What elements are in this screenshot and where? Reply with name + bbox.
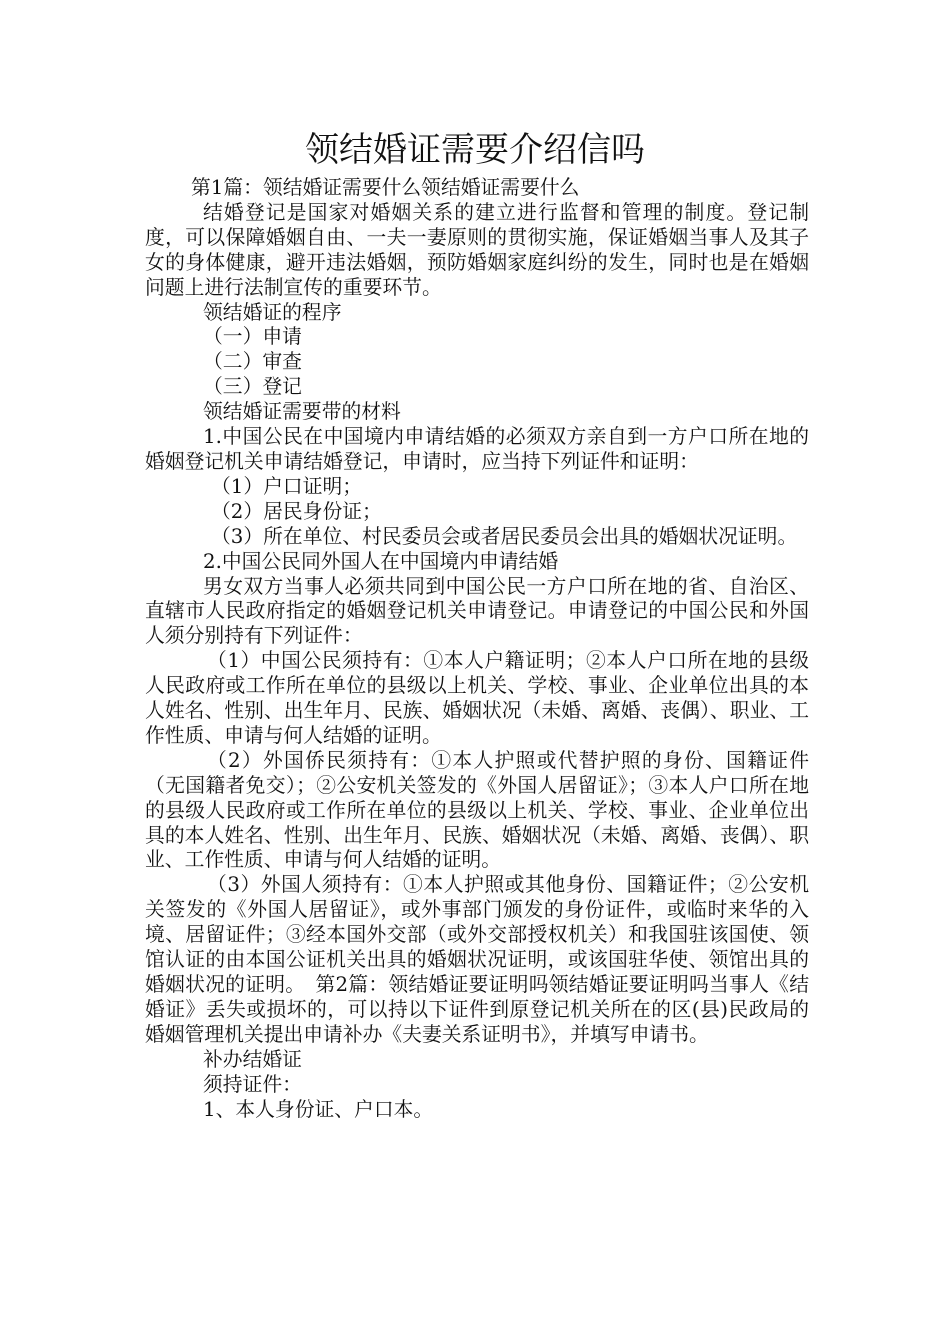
paragraph: （2）外国侨民须持有：①本人护照或代替护照的身份、国籍证件（无国籍者免交）；②公安机关签发的《外国人居留证》；③本人户口所在地的县级人民政府或工作所在单位的县级以上机关、学校、事业、企业单位出具的本人姓名、性别、出生年月、民族、婚姻状况（未婚、离婚、丧偶）、职业、工作性质、申请与何人结婚的证明。 xyxy=(145,748,809,872)
paragraph: （1）户口证明； xyxy=(211,474,363,498)
paragraph: （一）申请 xyxy=(203,325,302,349)
paragraph: （3）外国人须持有：①本人护照或其他身份、国籍证件；②公安机关签发的《外国人居留证》，或外事部门颁发的身份证件，或临时来华的入境、居留证件；③经本国外交部（或外交部授权机关）和我国驻该国使、领馆认证的由本国公证机关出具的婚姻状况证明，或该国驻华使、领馆出具的婚姻状况的证明。 第2篇：领结婚证要证明吗领结婚证要证明吗当事人《结婚证》丢失或损坏的，可以持以下证件到原登记机关所在的区(县)民政局的婚姻管理机关提出申请补办《夫妻关系证明书》，并填写申请书。 xyxy=(145,873,809,1046)
document-title: 领结婚证需要介绍信吗 xyxy=(305,130,645,170)
paragraph: 补办结婚证 xyxy=(203,1047,302,1071)
paragraph: （1）中国公民须持有：①本人户籍证明；②本人户口所在地的县级人民政府或工作所在单位的县级以上机关、学校、事业、企业单位出具的本人姓名、性别、出生年月、民族、婚姻状况（未婚、离婚、丧偶）、职业、工作性质、申请与何人结婚的证明。 xyxy=(145,649,809,747)
paragraph: 1、本人身份证、户口本。 xyxy=(203,1097,434,1121)
paragraph: （三）登记 xyxy=(203,375,302,399)
paragraph: 2.中国公民同外国人在中国境内申请结婚 xyxy=(203,549,559,573)
paragraph: （二）审查 xyxy=(203,350,302,374)
paragraph: 结婚登记是国家对婚姻关系的建立进行监督和管理的制度。登记制度，可以保障婚姻自由、一夫一妻原则的贯彻实施，保证婚姻当事人及其子女的身体健康，避开违法婚姻，预防婚姻家庭纠纷的发生，同时也是在婚姻问题上进行法制宣传的重要环节。 xyxy=(145,200,809,299)
document-body xyxy=(145,176,809,1122)
paragraph: （2）居民身份证； xyxy=(211,499,382,523)
paragraph: 领结婚证需要带的材料 xyxy=(203,400,401,424)
paragraph: 领结婚证的程序 xyxy=(203,300,342,324)
paragraph: （3）所在单位、村民委员会或者居民委员会出具的婚姻状况证明。 xyxy=(211,524,798,548)
paragraph: 须持证件： xyxy=(203,1072,302,1096)
paragraph: 第1篇：领结婚证需要什么领结婚证需要什么 xyxy=(191,176,580,199)
paragraph: 1.中国公民在中国境内申请结婚的必须双方亲自到一方户口所在地的婚姻登记机关申请结婚登记，申请时，应当持下列证件和证明： xyxy=(145,425,809,473)
paragraph: 男女双方当事人必须共同到中国公民一方户口所在地的省、自治区、直辖市人民政府指定的婚姻登记机关申请登记。申请登记的中国公民和外国人须分别持有下列证件： xyxy=(145,574,809,648)
